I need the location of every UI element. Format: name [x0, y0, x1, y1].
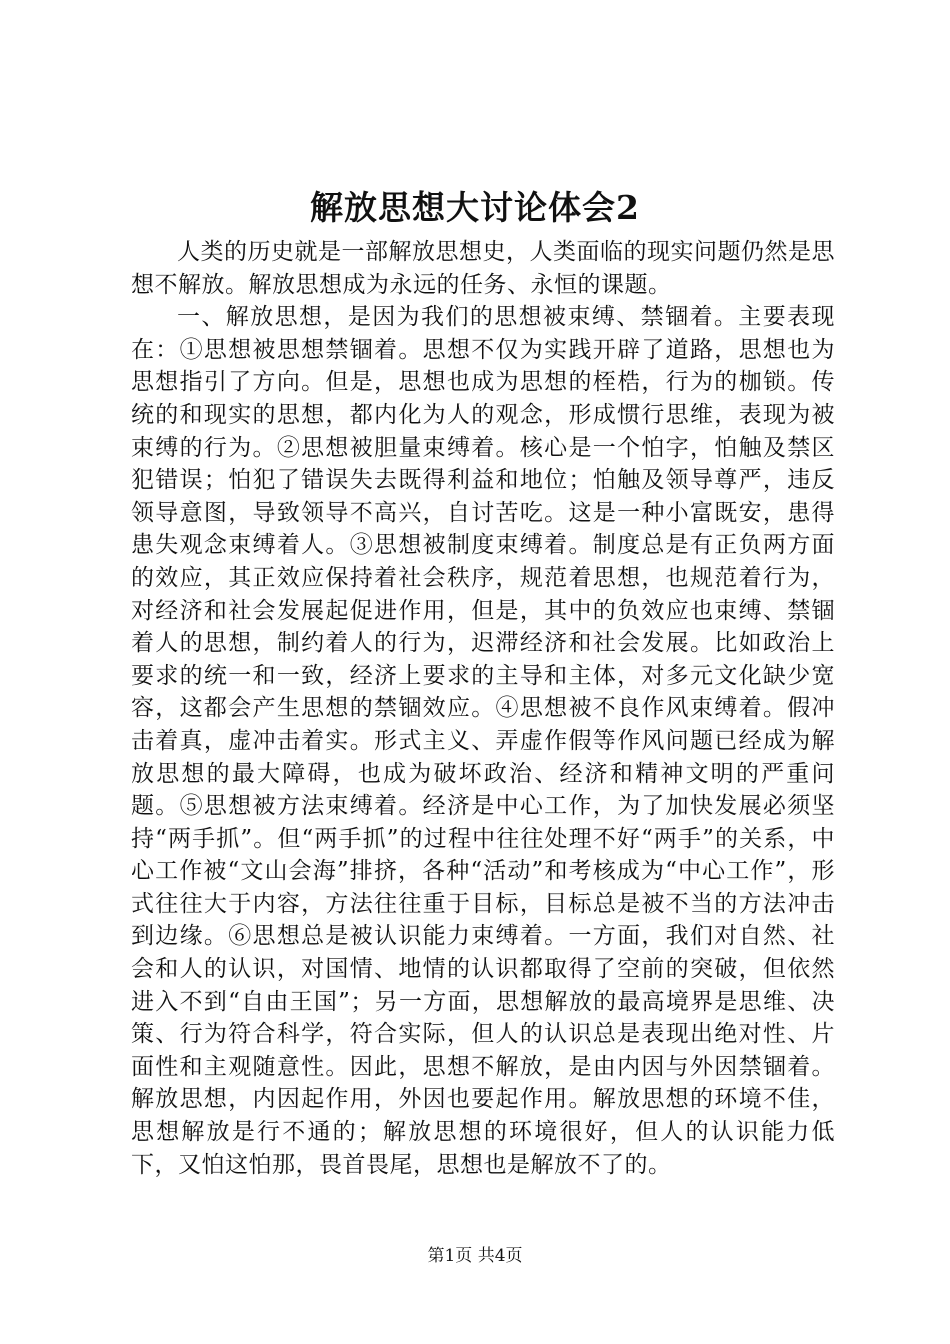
paragraph-section-one: 一、解放思想，是因为我们的思想被束缚、禁锢着。主要表现在：①思想被思想禁锢着。思想不仅为实践开辟了道路，思想也为思想指引了方向。但是，思想也成为思想的桎梏，行为的枷锁。传统的和现实的思想，都内化为人的观念，形成惯行思维，表现为被束缚的行为。②思想被胆量束缚着。核心是一个怕字，怕触及禁区犯错误；怕犯了错误失去既得利益和地位；怕触及领导尊严，违反领导意图，导致领导不高兴，自讨苦吃。这是一种小富既安，患得患失观念束缚着人。③思想被制度束缚着。制度总是有正负两方面的效应，其正效应保持着社会秩序，规范着思想，也规范着行为，对经济和社会发展起促进作用，但是，其中的负效应也束缚、禁锢着人的思想，制约着人的行为，迟滞经济和社会发展。比如政治上要求的统一和一致，经济上要求的主导和主体，对多元文化缺少宽容，这都会产生思想的禁锢效应。④思想被不良作风束缚着。假冲击着真，虚冲击着实。形式主义、弄虚作假等作风问题已经成为解放思想的最大障碍，也成为破坏政治、经济和精神文明的严重问题。⑤思想被方法束缚着。经济是中心工作，为了加快发展必须坚持“两手抓”。但“两手抓”的过程中往往处理不好“两手”的关系，中心工作被“文山会海”排挤，各种“活动”和考核成为“中心工作”，形式往往大于内容，方法往往重于目标，目标总是被不当的方法冲击到边缘。⑥思想总是被认识能力束缚着。一方面，我们对自然、社会和人的认识，对国情、地情的认识都取得了空前的突破，但依然进入不到“自由王国”；另一方面，思想解放的最高境界是思维、决策、行为符合科学，符合实际，但人的认识总是表现出绝对性、片面性和主观随意性。因此，思想不解放，是由内因与外因禁锢着。解放思想，内因起作用，外因也要起作用。解放思想的环境不佳，思想解放是行不通的；解放思想的环境很好，但人的认识能力低下，又怕这怕那，畏首畏尾，思想也是解放不了的。 — [131, 304, 835, 1178]
page-title: 解放思想大讨论体会2 — [310, 188, 640, 227]
page-footer: 第1页 共4页 — [427, 1246, 523, 1266]
paragraph-intro: 人类的历史就是一部解放思想史，人类面临的现实问题仍然是思想不解放。解放思想成为永远的任务、永恒的课题。 — [131, 239, 835, 298]
document-body — [131, 236, 835, 1181]
